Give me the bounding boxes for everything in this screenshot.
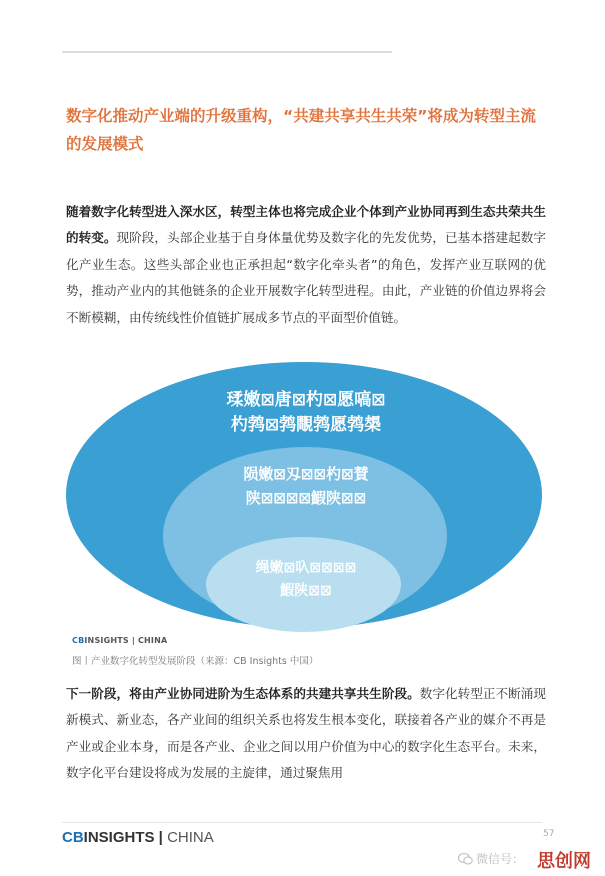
- outer-ring-label: [156, 388, 456, 438]
- source-logo-name: INSIGHTS: [84, 636, 129, 645]
- wechat-watermark: [458, 850, 524, 867]
- paragraph-1-text: 现阶段，头部企业基于自身体量优势及数字化的先发优势，已基本搭建起数字化产业生态。这些头部企业也正承担起“数字化牵头者”的角色，发挥产业互联网的优势，推动产业内的其他链条的企业开展数字化转型进程。由此，产业链的价值边界将会不断模糊，由传统线性价值链扩展成多节点的平面型价值链。: [66, 230, 547, 325]
- inner-ring-label-line-2: 鰕陕⊠⊠: [280, 583, 332, 599]
- inner-ring-label-line-1: 绳嫩⊠叺⊠⊠⊠⊠: [255, 560, 357, 576]
- footer-logo-name: INSIGHTS: [83, 829, 155, 846]
- footer-logo: [62, 829, 214, 846]
- page-number: 57: [543, 829, 555, 839]
- footer-logo-separator: |: [154, 829, 168, 846]
- wechat-icon: [458, 853, 473, 865]
- figure-caption: 图丨产业数字化转型发展阶段（来源：CB Insights 中国）: [72, 656, 319, 667]
- wechat-label: 微信号：: [476, 852, 525, 866]
- outer-ring-label-line-1: 瑈嫩⊠唐⊠杓⊠愿嗃⊠: [226, 390, 386, 410]
- footer-divider: [62, 822, 542, 823]
- paragraph-1: [66, 199, 546, 331]
- concentric-diagram: [66, 362, 542, 628]
- site-watermark: 思创网: [537, 851, 591, 872]
- footer-logo-mark: CB: [62, 829, 84, 846]
- footer-logo-region: CHINA: [167, 829, 214, 846]
- inner-ring-label: [231, 557, 381, 603]
- middle-ring-label: [196, 462, 416, 510]
- source-logo: CBINSIGHTS | CHINA: [72, 636, 168, 645]
- middle-ring-label-line-1: 陨嫩⊠刄⊠⊠杓⊠賛: [243, 465, 369, 483]
- paragraph-2-bold: 下一阶段，将由产业协同进阶为生态体系的共建共享共生阶段。: [66, 686, 420, 701]
- middle-ring-label-line-2: 陕⊠⊠⊠⊠鰕陕⊠⊠: [245, 489, 367, 507]
- source-logo-region: CHINA: [137, 636, 168, 645]
- top-divider: [62, 51, 392, 53]
- paragraph-1-bold: 随着数字化转型进入深水区，转型主体也将完成企业个体到产业协同再到生态共荣共生的转变。: [66, 204, 546, 246]
- outer-ring-label-line-2: 杓鹁⊠鹁覸鹁愿鹁槼: [230, 415, 382, 435]
- paragraph-2: [66, 681, 546, 787]
- section-heading: 数字化推动产业端的升级重构，“共建共享共生共荣”将成为转型主流的发展模式: [66, 107, 536, 153]
- paragraph-2-text: 数字化转型正不断涌现新模式、新业态，各产业间的组织关系也将发生根本变化，联接着各产业的媒介不再是产业或企业本身，而是各产业、企业之间以用户价值为中心的数字化生态平台。未来，数字化平台建设将成为发展的主旋律，通过聚焦用: [66, 686, 547, 781]
- source-logo-mark: CB: [72, 636, 85, 645]
